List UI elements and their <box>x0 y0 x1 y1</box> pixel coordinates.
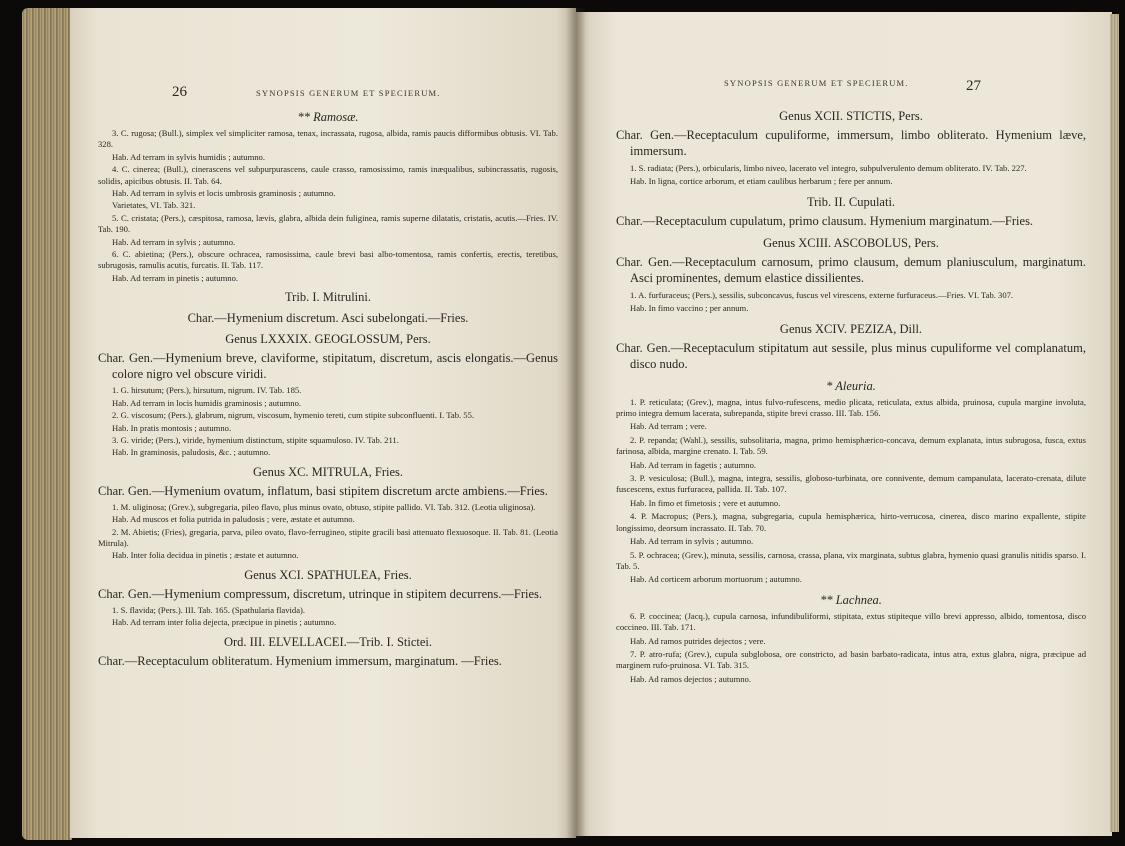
habitat-line: Hab. Ad terram in sylvis et locis umbrosis graminosis ; autumno. <box>112 188 336 199</box>
species-entry: 4. P. Macropus; (Pers.), magna, subgregaria, cupula hemisphærica, hirto-verrucosa, cinerea, disco marino expallente, stipite longissimo, deorsum incrassato. II. Tab. 70. <box>616 511 1086 533</box>
habitat-line: Hab. Ad terram in locis humidis graminosis ; autumno. <box>112 397 302 408</box>
habitat-line: Hab. Inter folia decidua in pinetis ; æstate et autumno. <box>112 550 299 561</box>
section-heading: * Aleuria. <box>826 378 876 393</box>
species-entry: 3. C. rugosa; (Bull.), simplex vel simpliciter ramosa, tenax, incrassata, rugosa, albida, ramis paucis difformibus obtusis. VI. Tab. 328. <box>98 128 558 150</box>
book-edge-right <box>1110 14 1119 832</box>
left-page-text <box>98 104 558 672</box>
habitat-line: Hab. Ad terram inter folia dejecta, præcipue in pinetis ; autumno. <box>112 617 337 628</box>
section-heading: Genus LXXXIX. GEOGLOSSUM, Pers. <box>225 332 431 347</box>
habitat-line: Hab. In fimo vaccino ; per annum. <box>630 303 749 314</box>
species-entry: 3. G. viride; (Pers.), viride, hymenium distinctum, stipite squamuloso. IV. Tab. 211. <box>112 434 399 445</box>
section-heading: Genus XCIV. PEZIZA, Dill. <box>779 321 923 336</box>
page-number: 27 <box>966 78 981 94</box>
running-head: SYNOPSIS GENERUM ET SPECIERUM. <box>256 88 441 98</box>
habitat-line: Hab. In fimo et fimetosis ; vere et autumno. <box>630 497 781 508</box>
species-entry: 1. M. uliginosa; (Grev.), subgregaria, pileo flavo, plus minus ovato, obtuso, stipite pallido. VI. Tab. 312. (Leotia uliginosa). <box>112 501 536 512</box>
running-head: SYNOPSIS GENERUM ET SPECIERUM. <box>724 78 909 88</box>
species-entry: 4. C. cinerea; (Bull.), cinerascens vel subpurpurascens, caule crasso, ramosissimo, ramis inæqualibus, subincrassatis, rugosis, solidis, apicibus obtusis. II. Tab. 64. <box>98 164 558 186</box>
genus-character: Char.—Receptaculum cupulatum, primo clausum. Hymenium marginatum.—Fries. <box>616 213 1034 228</box>
habitat-line: Hab. Ad terram in sylvis humidis ; autumno. <box>112 151 266 162</box>
species-entry: 5. P. ochracea; (Grev.), minuta, sessilis, carnosa, crassa, plana, vix marginata, subtus glabra, hymenio quasi granulis nitidis sparso. I. Tab. 5. <box>616 549 1086 571</box>
left-page <box>70 8 576 838</box>
species-entry: 1. S. radiata; (Pers.), orbicularis, limbo niveo, lacerato vel integro, subpulverulento demum obliterato. IV. Tab. 227. <box>630 163 1027 173</box>
page-number: 26 <box>172 84 187 100</box>
species-entry: 1. S. flavida; (Pers.). III. Tab. 165. (Spathularia flavida). <box>112 604 306 615</box>
section-heading: Genus XC. MITRULA, Fries. <box>253 464 403 479</box>
species-entry: 6. C. abietina; (Pers.), obscure ochracea, ramosissima, caule brevi basi albo-tomentosa, ramis confertis, erectis, teretibus, subrugosis, ramulis acutis, furcatis. II. Tab. 117. <box>98 249 558 271</box>
genus-character: Char. Gen.—Receptaculum stipitatum aut sessile, plus minus cupuliforme vel complanatum, disco nudo. <box>616 340 1086 371</box>
species-entry: 2. G. viscosum; (Pers.), glabrum, nigrum, viscosum, hymenio tereti, cum stipite subconfluenti. I. Tab. 55. <box>112 410 475 421</box>
genus-character: Char. Gen.—Hymenium compressum, discretum, utrinque in stipitem decurrens.—Fries. <box>98 586 543 601</box>
habitat-line: Hab. Ad terram in sylvis ; autumno. <box>112 236 236 247</box>
section-heading: Trib. I. Mitrulini. <box>284 290 371 305</box>
section-heading: Ord. III. ELVELLACEI.—Trib. I. Stictei. <box>223 634 433 649</box>
habitat-line: Hab. Ad muscos et folia putrida in paludosis ; vere, æstate et autumno. <box>112 514 355 525</box>
habitat-line: Varietates, VI. Tab. 321. <box>112 200 196 211</box>
section-heading: ** Ramosæ. <box>297 110 359 124</box>
habitat-line: Hab. Ad ramos dejectos ; autumno. <box>630 673 752 684</box>
species-entry: 6. P. coccinea; (Jacq.), cupula carnosa, infundibuliformi, stipitata, extus stipiteque villo brevi appresso, albido, tomentosa, disco coccineo. III. Tab. 171. <box>616 610 1086 633</box>
habitat-line: Hab. Ad corticem arborum mortuorum ; autumno. <box>630 574 802 585</box>
section-heading: Trib. II. Cupulati. <box>806 194 896 209</box>
species-entry: 5. C. cristata; (Pers.), cæspitosa, ramosa, lævis, glabra, albida dein fuliginea, ramis superne dilatatis, cristatis, acutis.—Fries. IV. Tab. 190. <box>98 212 558 235</box>
right-page <box>576 12 1112 836</box>
section-heading: Genus XCII. STICTIS, Pers. <box>779 109 923 123</box>
section-heading: Char.—Hymenium discretum. Asci subelongati.—Fries. <box>187 311 469 326</box>
right-page-text <box>616 102 1086 687</box>
genus-character: Char. Gen.—Hymenium breve, claviforme, stipitatum, discretum, ascis elongatis.—Genus colore nigro vel obscure viridi. <box>98 351 558 382</box>
habitat-line: Hab. Ad terram ; vere. <box>630 421 707 432</box>
species-entry: 3. P. vesiculosa; (Bull.), magna, integra, sessilis, globoso-turbinata, ore connivente, demum campanulata, lacerato-crenata, dilute fuscescens, extus furfuracea, pallida. II. Tab. 107. <box>616 473 1086 495</box>
genus-character: Char. Gen.—Receptaculum carnosum, primo clausum, demum planiusculum, marginatum. Asci prominentes, demum elastice dissilientes. <box>616 254 1086 285</box>
habitat-line: Hab. Ad terram in pinetis ; autumno. <box>112 272 239 283</box>
species-entry: 1. A. furfuraceus; (Pers.), sessilis, subconcavus, fuscus vel virescens, externe furfuraceus.—Fries. VI. Tab. 307. <box>630 289 1014 300</box>
habitat-line: Hab. Ad ramos putrides dejectos ; vere. <box>630 635 766 646</box>
genus-character: Char. Gen.—Receptaculum cupuliforme, immersum, limbo obliterato. Hymenium læve, immersum. <box>616 128 1086 158</box>
habitat-line: Hab. Ad terram in sylvis ; autumno. <box>630 536 754 547</box>
habitat-line: Hab. In ligna, cortice arborum, et etiam caulibus herbarum ; fere per annum. <box>630 176 893 187</box>
species-entry: 1. P. reticulata; (Grev.), magna, intus fulvo-rufescens, medio plicata, reticulata, extus albida, pruinosa, cupula margine involuta, primo integra demum lacerata, subrepanda, stipite brevi crasso. III. Tab. 156. <box>616 396 1086 419</box>
habitat-line: Hab. Ad terram in fagetis ; autumno. <box>630 459 757 470</box>
species-entry: 2. P. repanda; (Wahl.), sessilis, subsolitaria, magna, primo hemisphærico-concava, demum explanata, intus subrugosa, fusca, extus farinosa, albida, margine crenato. I. Tab. 59. <box>616 434 1086 457</box>
genus-character: Char. Gen.—Hymenium ovatum, inflatum, basi stipitem discretum arcte ambiens.—Fries. <box>98 483 548 498</box>
habitat-line: Hab. In graminosis, paludosis, &c. ; autumno. <box>112 447 271 458</box>
genus-character: Char.—Receptaculum obliteratum. Hymenium immersum, marginatum. —Fries. <box>98 653 502 668</box>
habitat-line: Hab. In pratis montosis ; autumno. <box>112 422 232 433</box>
book-edge-left <box>22 8 72 840</box>
species-entry: 7. P. atro-rufa; (Grev.), cupula subglobosa, ore constricto, ad basin barbato-radicata, intus atra, extus glabra, nigra, præcipue ad marginem rufo-pruinosa. VI. Tab. 315. <box>616 648 1086 671</box>
species-entry: 1. G. hirsutum; (Pers.), hirsutum, nigrum. IV. Tab. 185. <box>112 385 302 396</box>
section-heading: ** Lachnea. <box>820 592 882 607</box>
section-heading: Genus XCIII. ASCOBOLUS, Pers. <box>763 235 939 250</box>
species-entry: 2. M. Abietis; (Fries), gregaria, parva, pileo ovato, flavo-ferrugineo, stipite gracili basi attenuato flexuosoque. II. Tab. 81. (Leotia Mitrula). <box>98 526 558 548</box>
section-heading: Genus XCI. SPATHULEA, Fries. <box>244 567 412 582</box>
